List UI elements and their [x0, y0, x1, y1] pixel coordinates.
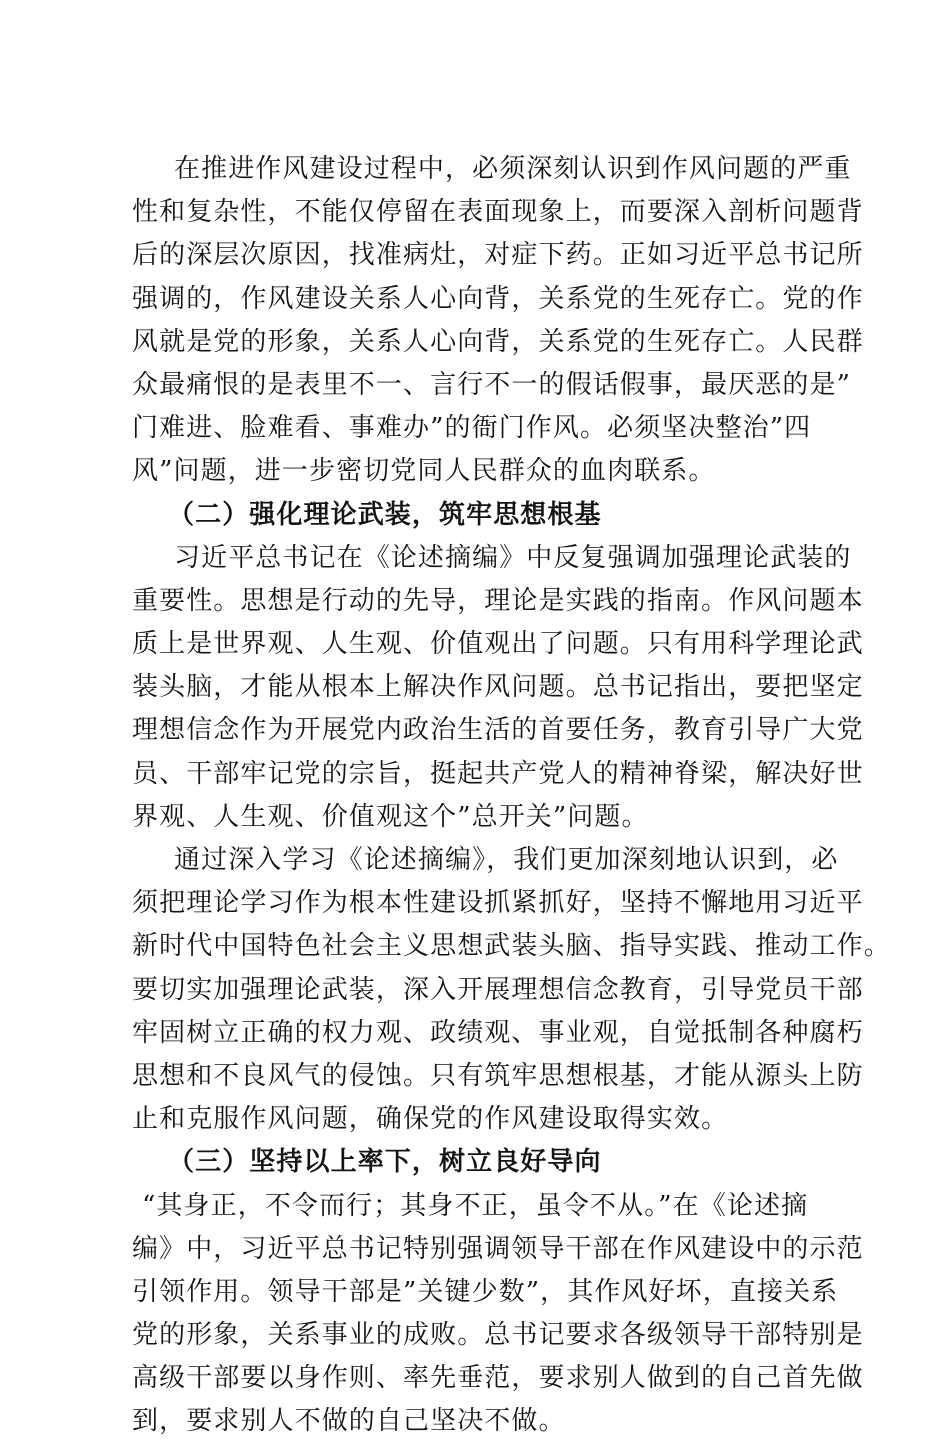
paragraph-line: 装头脑，才能从根本上解决作风问题。总书记指出，要把坚定 [132, 672, 864, 703]
paragraph-line: 理想信念作为开展党内政治生活的首要任务，教育引导广大党 [132, 715, 864, 746]
paragraph-line: 风就是党的形象，关系人心向背，关系党的生死存亡。人民群 [132, 326, 864, 357]
paragraph-line: 引领作用。领导干部是”关键少数”，其作风好坏，直接关系 [132, 1276, 839, 1307]
paragraph-line: 重要性。思想是行动的先导，理论是实践的指南。作风问题本 [132, 585, 864, 616]
section-heading: （二）强化理论武装，筑牢思想根基 [168, 499, 602, 530]
paragraph-line: 新时代中国特色社会主义思想武装头脑、指导实践、推动工作。 [132, 931, 891, 962]
paragraph-line: 在推进作风建设过程中，必须深刻认识到作风问题的严重 [174, 154, 852, 184]
paragraph-line: 到，要求别人不做的自己坚决不做。 [132, 1406, 566, 1437]
document-body [132, 148, 891, 1444]
paragraph-line: 编》中，习近平总书记特别强调领导干部在作风建设中的示范 [132, 1233, 864, 1264]
paragraph-line: 习近平总书记在《论述摘编》中反复强调加强理论武装的 [174, 542, 852, 573]
paragraph-line: 高级干部要以身作则、率先垂范，要求别人做到的自己首先做 [132, 1363, 864, 1394]
paragraph-line: 性和复杂性，不能仅停留在表面现象上，而要深入剖析问题背 [132, 197, 864, 228]
paragraph-line: 党的形象，关系事业的成败。总书记要求各级领导干部特别是 [132, 1320, 864, 1351]
paragraph-line: 众最痛恨的是表里不一、言行不一的假话假事，最厌恶的是” [132, 369, 851, 400]
section-heading: （三）坚持以上率下，树立良好导向 [168, 1147, 602, 1178]
paragraph-line: 质上是世界观、人生观、价值观出了问题。只有用科学理论武 [132, 629, 864, 660]
paragraph-line: 牢固树立正确的权力观、政绩观、事业观，自觉抵制各种腐朽 [132, 1017, 864, 1048]
paragraph-line: 员、干部牢记党的宗旨，挺起共产党人的精神脊梁，解决好世 [132, 758, 864, 789]
paragraph-line: 门难进、脸难看、事难办”的衙门作风。必须坚决整治”四 [132, 413, 812, 444]
paragraph-line: “其身正，不令而行；其身不正，虽令不从。”在《论述摘 [142, 1190, 809, 1221]
paragraph-line: 须把理论学习作为根本性建设抓紧抓好，坚持不懈地用习近平 [132, 888, 864, 919]
paragraph-line: 强调的，作风建设关系人心向背，关系党的生死存亡。党的作 [132, 283, 864, 314]
paragraph-line: 界观、人生观、价值观这个”总开关”问题。 [132, 801, 649, 832]
paragraph-line: 后的深层次原因，找准病灶，对症下药。正如习近平总书记所 [132, 240, 864, 271]
paragraph-line: 止和克服作风问题，确保党的作风建设取得实效。 [132, 1104, 729, 1135]
paragraph-line: 风”问题，进一步密切党同人民群众的血肉联系。 [132, 456, 716, 487]
paragraph-line: 要切实加强理论武装，深入开展理想信念教育，引导党员干部 [132, 974, 864, 1005]
paragraph-line: 通过深入学习《论述摘编》，我们更加深刻地认识到，必 [174, 845, 839, 875]
paragraph-line: 思想和不良风气的侵蚀。只有筑牢思想根基，才能从源头上防 [132, 1060, 864, 1091]
